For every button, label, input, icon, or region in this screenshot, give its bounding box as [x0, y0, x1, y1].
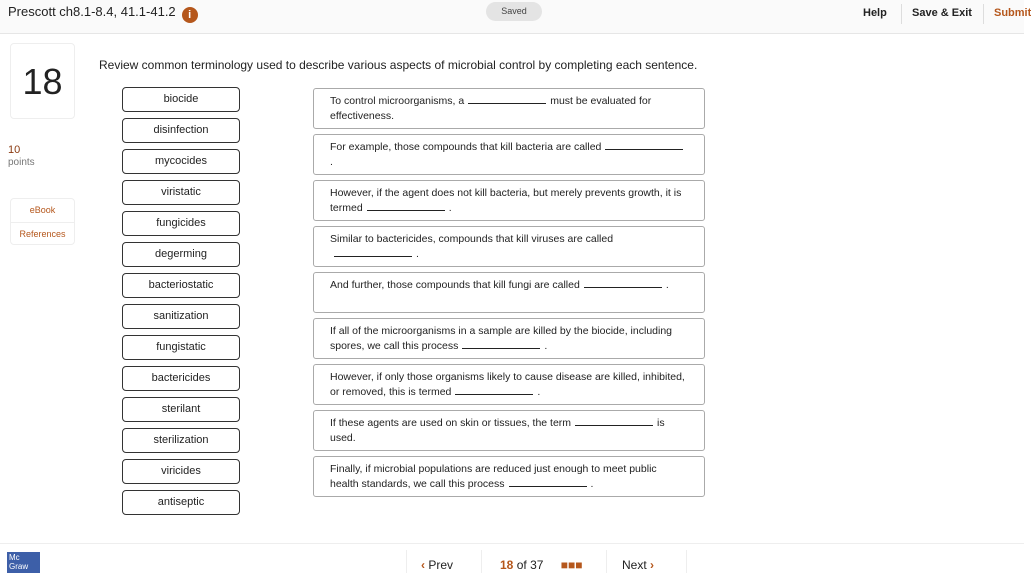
term-chip[interactable]: mycocides [122, 149, 240, 174]
divider [901, 4, 902, 24]
answer-blank[interactable] [468, 94, 546, 104]
sentence-drop-target[interactable] [313, 318, 705, 359]
sentence-text-before: Finally, if microbial populations are reduced just enough to meet public health standards, we call this process [330, 463, 657, 490]
sentence-text-after: . [537, 385, 541, 398]
next-button[interactable]: Next › [622, 558, 655, 572]
sentence-text-before: To control microorganisms, a [330, 95, 465, 107]
answer-blank[interactable] [367, 201, 445, 211]
sentence-drop-target[interactable] [313, 456, 705, 497]
points-label: points [8, 157, 35, 168]
term-chip[interactable]: sterilant [122, 397, 240, 422]
divider [481, 550, 482, 573]
question-number: 18 [10, 43, 75, 119]
sentence-drop-target[interactable] [313, 180, 705, 221]
mcgraw-hill-logo: Mc Graw [7, 552, 40, 573]
assignment-title: Prescott ch8.1-8.4, 41.1-41.2 i [8, 4, 198, 23]
prev-button[interactable]: ‹ Prev [421, 558, 454, 572]
saved-status: Saved [486, 2, 542, 21]
term-chip[interactable]: fungicides [122, 211, 240, 236]
divider [686, 550, 687, 573]
instructions: Review common terminology used to describe various aspects of microbial control by completing each sentence. [99, 58, 698, 72]
ebook-link[interactable]: eBook [29, 205, 56, 215]
term-chip[interactable]: viricides [122, 459, 240, 484]
chevron-left-icon: ‹ [421, 558, 425, 572]
term-chip[interactable]: bacteriostatic [122, 273, 240, 298]
answer-blank[interactable] [605, 140, 683, 150]
references-link[interactable]: References [11, 222, 74, 245]
submit-button[interactable]: Submit [994, 7, 1031, 19]
sentence-text-before: For example, those compounds that kill bacteria are called [330, 141, 602, 153]
sentence-text-after: must be evaluated for effectiveness. [330, 95, 652, 122]
resources-panel [10, 198, 75, 245]
question-counter[interactable]: 18 of 37 ■■■ [500, 558, 583, 572]
sentence-text-before: However, if the agent does not kill bacteria, but merely prevents growth, it is termed [330, 187, 682, 214]
answer-blank[interactable] [584, 278, 662, 288]
sentence-text-before: If all of the microorganisms in a sample are killed by the biocide, including spores, we call this process [330, 325, 673, 352]
sentence-drop-target[interactable] [313, 226, 705, 267]
term-chip[interactable]: viristatic [122, 180, 240, 205]
points-value: 10 [8, 144, 21, 156]
sentence-drop-target[interactable] [313, 410, 705, 451]
sentence-text-before: Similar to bactericides, compounds that kill viruses are called [330, 233, 614, 245]
sentence-drop-target[interactable] [313, 134, 705, 175]
sentence-text-after: is used. [330, 417, 665, 444]
footer-nav [0, 543, 1024, 572]
save-exit-button[interactable]: Save & Exit [912, 7, 972, 19]
sentence-text-after: . [590, 477, 594, 490]
answer-blank[interactable] [455, 385, 533, 395]
sentence-drop-target[interactable] [313, 272, 705, 313]
grid-icon[interactable]: ■■■ [560, 558, 583, 572]
info-icon[interactable]: i [182, 7, 198, 23]
sentence-text-after: . [544, 339, 548, 352]
help-button[interactable]: Help [863, 7, 887, 19]
term-chip[interactable]: bactericides [122, 366, 240, 391]
sentence-text-after: . [416, 247, 419, 260]
answer-blank[interactable] [509, 477, 587, 487]
sentence-text-before: And further, those compounds that kill fungi are called [330, 279, 580, 291]
divider [606, 550, 607, 573]
term-chip[interactable]: disinfection [122, 118, 240, 143]
term-chip[interactable]: sanitization [122, 304, 240, 329]
top-bar [0, 0, 1031, 34]
sentence-drop-target[interactable] [313, 88, 705, 129]
term-chip[interactable]: antiseptic [122, 490, 240, 515]
term-chip[interactable]: sterilization [122, 428, 240, 453]
sentence-text-after: . [665, 279, 669, 291]
chevron-right-icon: › [650, 558, 655, 572]
sentence-text-before: If these agents are used on skin or tissues, the term [330, 417, 572, 429]
divider [983, 4, 984, 24]
answer-blank[interactable] [462, 339, 540, 349]
answer-blank[interactable] [334, 247, 412, 257]
sentence-text-after: . [330, 155, 333, 168]
sentence-drop-target[interactable] [313, 364, 705, 405]
term-chip[interactable]: biocide [122, 87, 240, 112]
term-chip[interactable]: degerming [122, 242, 240, 267]
term-chip[interactable]: fungistatic [122, 335, 240, 360]
answer-blank[interactable] [575, 416, 653, 426]
sentence-text-before: However, if only those organisms likely to cause disease are killed, inhibited, or removed, this is termed [330, 371, 685, 398]
sentence-text-after: . [448, 201, 452, 214]
divider [406, 550, 407, 573]
